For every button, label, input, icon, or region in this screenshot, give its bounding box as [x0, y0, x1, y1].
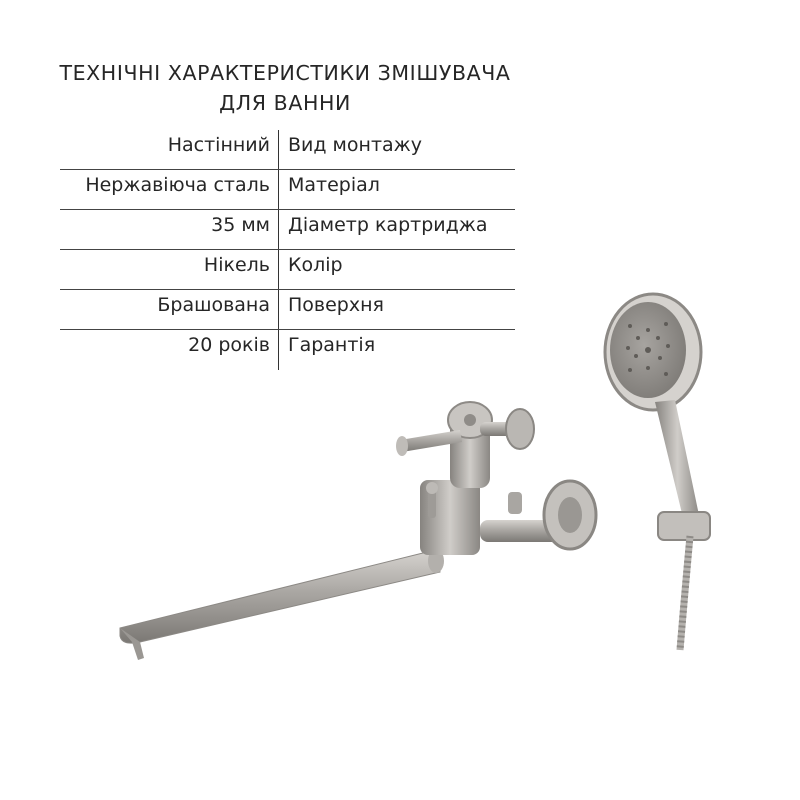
spec-value: Настінний — [167, 134, 270, 156]
product-illustration — [100, 290, 720, 680]
spec-row — [40, 170, 520, 210]
spec-label: Матеріал — [288, 174, 380, 196]
spec-value: Нікель — [203, 254, 270, 276]
spec-label: Гарантія — [288, 334, 376, 356]
spec-row — [40, 130, 520, 170]
column-divider — [278, 250, 279, 290]
spec-title-line-2: ДЛЯ ВАННИ — [219, 91, 351, 115]
spec-value: Брашована — [157, 294, 270, 316]
hand-shower-icon — [605, 294, 710, 650]
spec-row — [40, 250, 520, 290]
spec-value: Нержавіюча сталь — [85, 174, 270, 196]
spec-title-line-1: ТЕХНІЧНІ ХАРАКТЕРИСТИКИ ЗМІШУВАЧА — [59, 61, 511, 85]
column-divider — [278, 130, 279, 170]
column-divider — [278, 170, 279, 210]
bath-mixer-faucet-icon — [120, 402, 596, 660]
spec-label: Вид монтажу — [288, 134, 423, 156]
spec-label: Поверхня — [288, 294, 384, 316]
spec-label: Колір — [288, 254, 343, 276]
column-divider — [278, 210, 279, 250]
spec-title — [0, 58, 570, 118]
spec-row — [40, 210, 520, 250]
spec-value: 20 років — [188, 334, 270, 356]
spec-label: Діаметр картриджа — [288, 214, 488, 236]
spec-value: 35 мм — [211, 214, 270, 236]
